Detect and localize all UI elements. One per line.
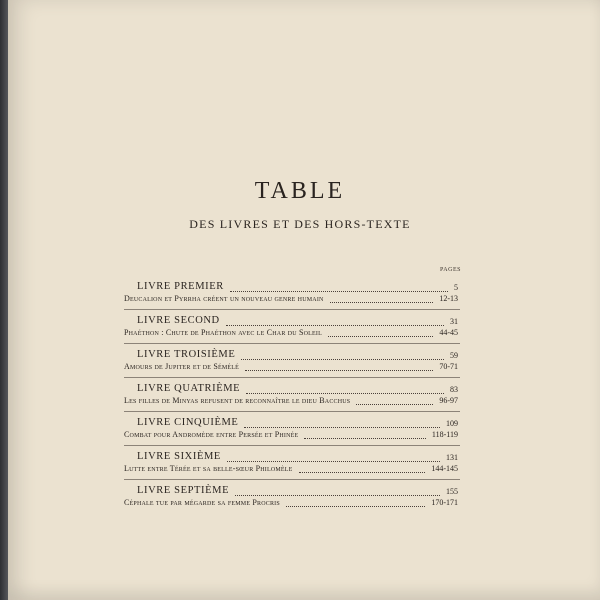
pages-column-heading: PAGES — [440, 267, 461, 273]
dotted-leader — [299, 471, 426, 473]
book-page-number: 131 — [446, 453, 458, 462]
dotted-leader — [235, 494, 440, 496]
dotted-leader — [328, 335, 433, 337]
entry-divider — [124, 445, 460, 446]
book-page-number: 31 — [450, 317, 458, 326]
dotted-leader — [246, 392, 444, 394]
illustration-page-numbers: 70-71 — [439, 362, 458, 371]
book-page-number: 109 — [446, 419, 458, 428]
book-page-number: 83 — [450, 385, 458, 394]
dotted-leader — [230, 290, 448, 292]
book-title: LIVRE SEPTIÈME — [137, 485, 230, 496]
dotted-leader — [245, 369, 433, 371]
book-title: LIVRE SIXIÈME — [137, 451, 221, 462]
book-title: LIVRE PREMIER — [137, 281, 224, 292]
dotted-leader — [226, 324, 444, 326]
illustration-caption: Phaéthon : Chute de Phaéthon avec le Char du Soleil — [124, 328, 322, 337]
entry-divider — [124, 411, 460, 412]
dotted-leader — [244, 426, 440, 428]
page-subtitle: DES LIVRES ET DES HORS-TEXTE — [189, 217, 411, 231]
illustration-page-numbers: 44-45 — [439, 328, 458, 337]
dotted-leader — [304, 437, 426, 439]
illustration-caption: Les filles de Minyas refusent de reconnaître le dieu Bacchus — [124, 396, 351, 405]
illustration-caption: Amours de Jupiter et de Sémélé — [124, 362, 240, 371]
illustration-caption: Céphale tue par mégarde sa femme Procris — [124, 498, 280, 507]
illustration-page-numbers: 12-13 — [439, 294, 458, 303]
book-page-number: 59 — [450, 351, 458, 360]
illustration-page-numbers: 144-145 — [431, 464, 458, 473]
dotted-leader — [241, 358, 444, 360]
illustration-caption: Deucalion et Pyrrha créent un nouveau genre humain — [124, 294, 324, 303]
entry-divider — [124, 377, 460, 378]
entry-divider — [124, 309, 460, 310]
dotted-leader — [286, 505, 425, 507]
dotted-leader — [330, 301, 434, 303]
entry-divider — [124, 343, 460, 344]
dotted-leader — [227, 460, 440, 462]
illustration-caption: Combat pour Andromède entre Persée et Phinée — [124, 430, 299, 439]
book-title: LIVRE QUATRIÈME — [137, 383, 241, 394]
book-title: LIVRE TROISIÈME — [137, 349, 236, 360]
book-page-number: 5 — [454, 283, 458, 292]
illustration-page-numbers: 170-171 — [431, 498, 458, 507]
book-page-number: 155 — [446, 487, 458, 496]
dotted-leader — [356, 403, 433, 405]
illustration-caption: Lutte entre Térée et sa belle-sœur Philomèle — [124, 464, 293, 473]
book-title: LIVRE CINQUIÈME — [137, 417, 239, 428]
illustration-page-numbers: 118-119 — [431, 430, 458, 439]
book-title: LIVRE SECOND — [137, 315, 220, 326]
page-title: TABLE — [254, 178, 346, 204]
illustration-page-numbers: 96-97 — [439, 396, 458, 405]
entry-divider — [124, 479, 460, 480]
